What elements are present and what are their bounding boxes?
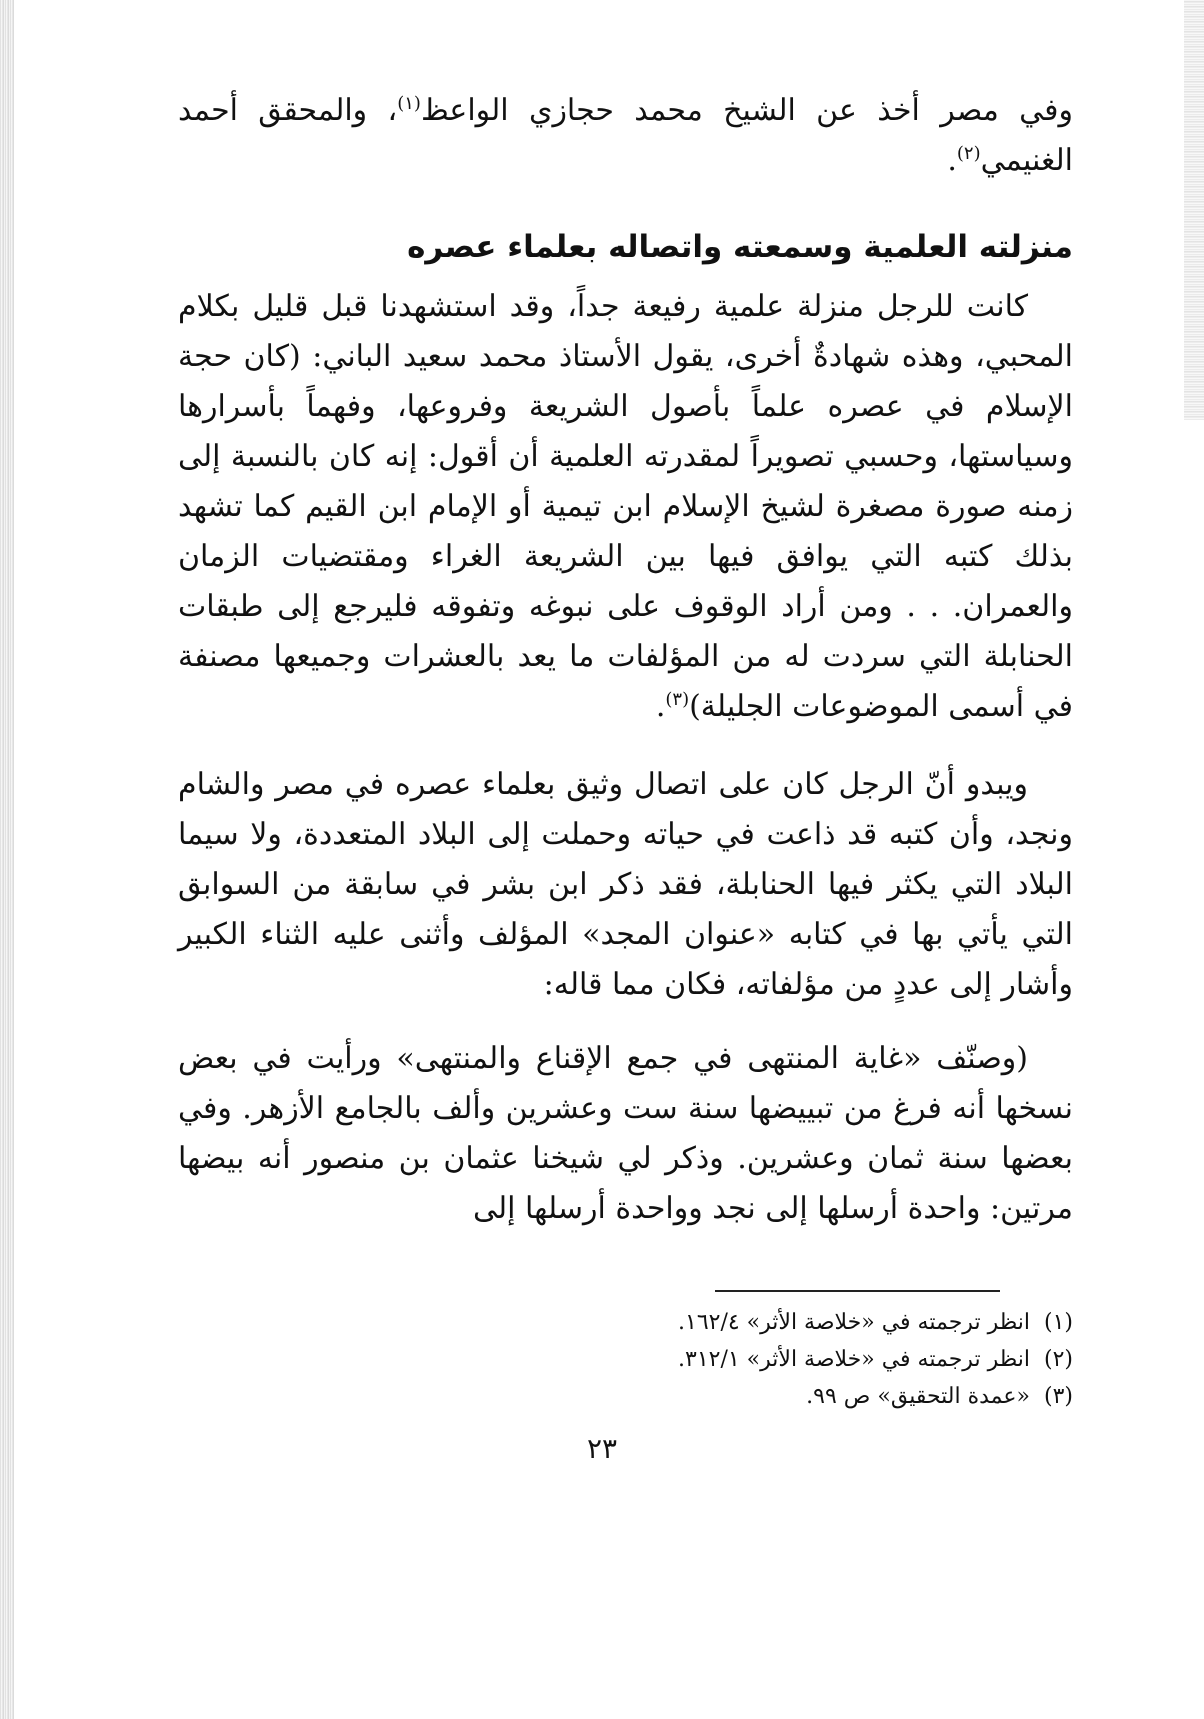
- footnote-number: (١): [1043, 1310, 1073, 1335]
- footnote-2: [178, 1341, 1073, 1378]
- footnote-number: (٣): [1043, 1384, 1073, 1409]
- footnote-ref-2[interactable]: (٢): [956, 143, 981, 164]
- footnote-text: «عمدة التحقيق» ص ٩٩.: [806, 1384, 1030, 1409]
- paragraph-connections: ويبدو أنّ الرجل كان على اتصال وثيق بعلماء عصره في مصر والشام ونجد، وأن كتبه قد ذاعت في حياته وحملت إلى البلاد المتعددة، ولا سيما البلاد التي يكثر فيها الحنابلة، فقد ذكر ابن بشر في سابقة من السوابق التي يأتي بها في كتابه «عنوان المجد» المؤلف وأثنى عليه الثناء الكبير وأشار إلى عددٍ من مؤلفاته، فكان مما قاله:: [178, 767, 1074, 1002]
- intro-paragraph: وفي مصر أخذ عن الشيخ محمد حجازي الواعظ$^{(١)}$، والمحقق أحمد الغنيمي$^{(٢)}$.: [178, 93, 1074, 178]
- footnote-text: انظر ترجمته في «خلاصة الأثر» ١٦٢/٤.: [678, 1310, 1030, 1335]
- footnote-ref-3[interactable]: (٣): [665, 689, 690, 710]
- page-body: [178, 86, 1073, 1234]
- paragraph-spacer: [178, 732, 1073, 760]
- page-number: ٢٣: [586, 1432, 618, 1465]
- footnote-3: [178, 1378, 1073, 1415]
- paragraph-standing: كانت للرجل منزلة علمية رفيعة جداً، وقد استشهدنا قبل قليل بكلام المحبي، وهذه شهادةٌ أخرى، يقول الأستاذ محمد سعيد الباني: (كان حجة الإسلام في عصره علماً بأصول الشريعة وفروعها، وفهماً بأسرارها وسياستها، وحسبي تصويراً لمقدرته العلمية أن أقول: إنه كان بالنسبة إلى زمنه صورة مصغرة لشيخ الإسلام ابن تيمية أو الإمام ابن القيم كما تشهد بذلك كتبه التي يوافق فيها بين الشريعة الغراء ومقتضيات الزمان والعمران. . . ومن أراد الوقوف على نبوغه وتفوقه فليرجع إلى طبقات الحنابلة التي سردت له من المؤلفات ما يعد بالعشرات وجميعها مصنفة في أسمى الموضوعات الجليلة)$^{(٣)}$.: [178, 289, 1073, 724]
- footnote-ref-1[interactable]: (١): [397, 93, 421, 114]
- scan-edge-right: [1184, 0, 1204, 420]
- footnote-text: انظر ترجمته في «خلاصة الأثر» ٣١٢/١.: [678, 1347, 1030, 1372]
- paragraph-quote: (وصنّف «غاية المنتهى في جمع الإقناع والمنتهى» ورأيت في بعض نسخها أنه فرغ من تبييضها سنة ست وعشرين وألف بالجامع الأزهر. وفي بعضها سنة ثمان وعشرين. وذكر لي شيخنا عثمان بن منصور أنه بيضها مرتين: واحدة أرسلها إلى نجد وواحدة أرسلها إلى: [178, 1041, 1073, 1226]
- section-heading: منزلته العلمية وسمعته واتصاله بعلماء عصره: [407, 229, 1073, 265]
- footnote-divider: [715, 1290, 1000, 1292]
- footnote-1: [178, 1304, 1073, 1341]
- paragraph-spacer: [178, 1010, 1073, 1034]
- footnotes: [178, 1304, 1073, 1415]
- footnote-number: (٢): [1043, 1347, 1073, 1372]
